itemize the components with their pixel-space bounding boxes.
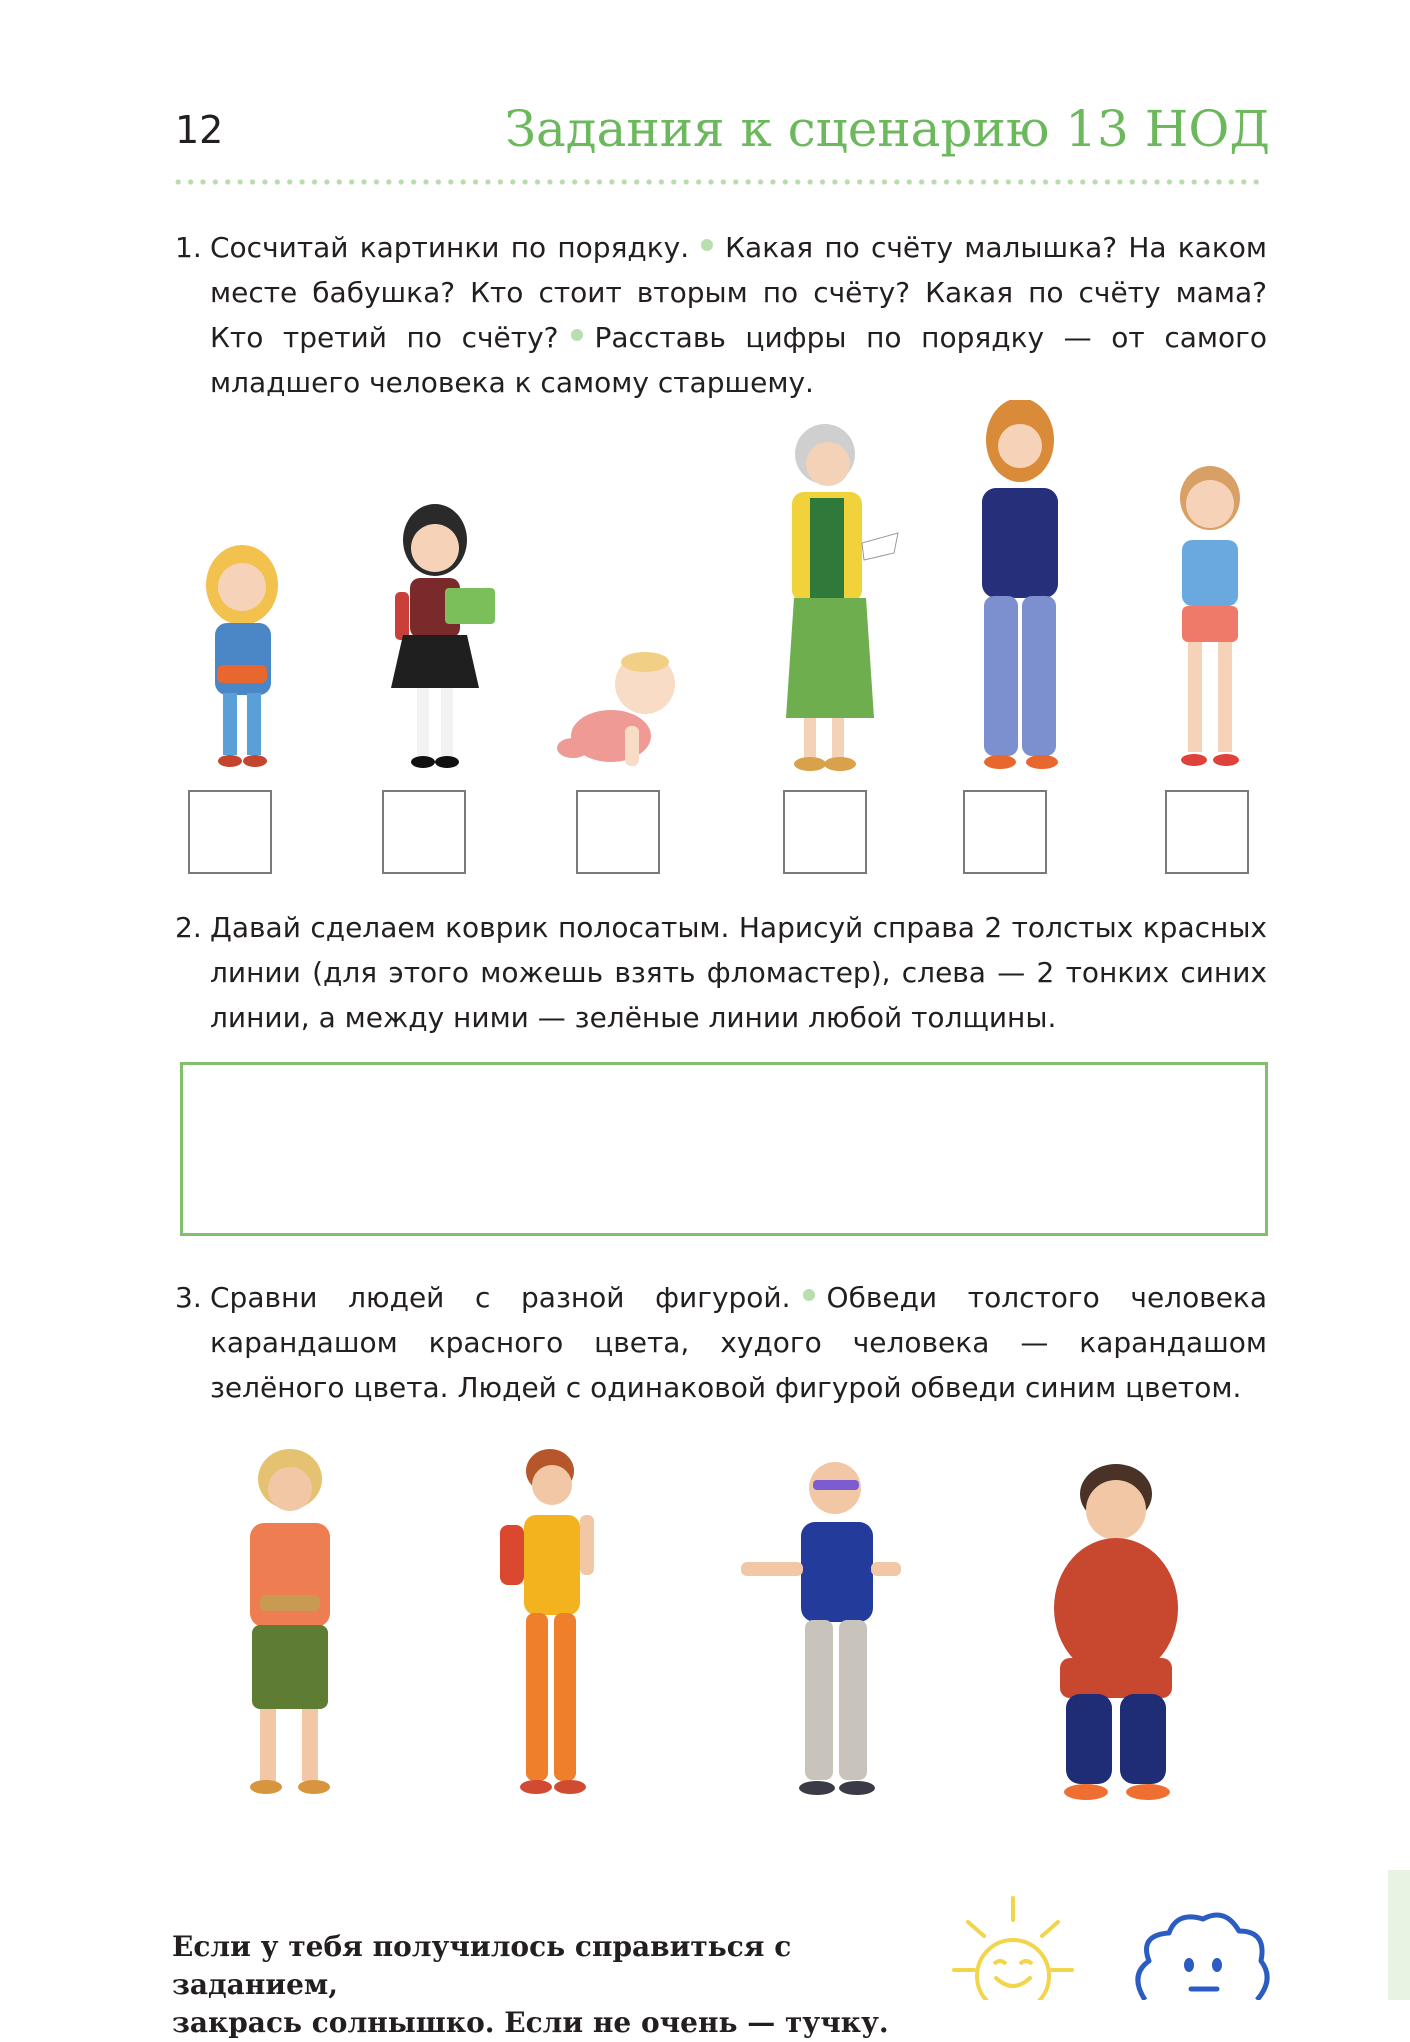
task-1-instruction-b: Какая по счёту малышка? На каком месте бабушка? Кто стоит вторым по счёту? Какая по счёту мама? Кто третий по счёту? [210,231,1267,354]
task-2-number: 2. [175,911,202,944]
footer-line-2: закрась солнышко. Если не очень — тучку. [172,2006,889,2039]
task-3-instruction-b: Обведи толстого человека карандашом красного цвета, худого человека — карандашом зелёного цвета. Людей с одинаковой фигурой обведи синим цветом. [210,1281,1267,1404]
task-1-instruction-a: Сосчитай картинки по порядку. [210,231,690,264]
task-3-instruction-a: Сравни людей с разной фигурой. [210,1281,791,1314]
bald-man-with-glasses-illustration [735,1452,915,1807]
page-edge-tab [1388,1870,1410,2000]
thin-young-man-illustration [480,1445,630,1807]
man-with-waist-bag-illustration [230,1445,350,1805]
task-1-number: 1. [175,231,202,264]
task-2-instruction: Давай сделаем коврик полосатым. Нарисуй справа 2 толстых красных линии (для этого можешь взять фломастер), слева — 2 тонких синих линии, а между ними — зелёные линии любой толщины. [210,911,1267,1034]
sun-icon[interactable] [948,1890,1078,2000]
task-3-number: 3. [175,1281,202,1314]
footer-note [172,1928,952,2042]
page-title: Задания к сценарию 13 НОД [504,100,1270,158]
heavy-man-illustration [1040,1458,1190,1806]
page-number: 12 [175,108,224,152]
cloud-icon[interactable] [1125,1905,1275,2000]
task-1-instruction-c: Расставь цифры по порядку — от самого младшего человека к самому старшему. [210,321,1267,399]
footer-line-1: Если у тебя получилось справиться с заданием, [172,1930,792,2001]
